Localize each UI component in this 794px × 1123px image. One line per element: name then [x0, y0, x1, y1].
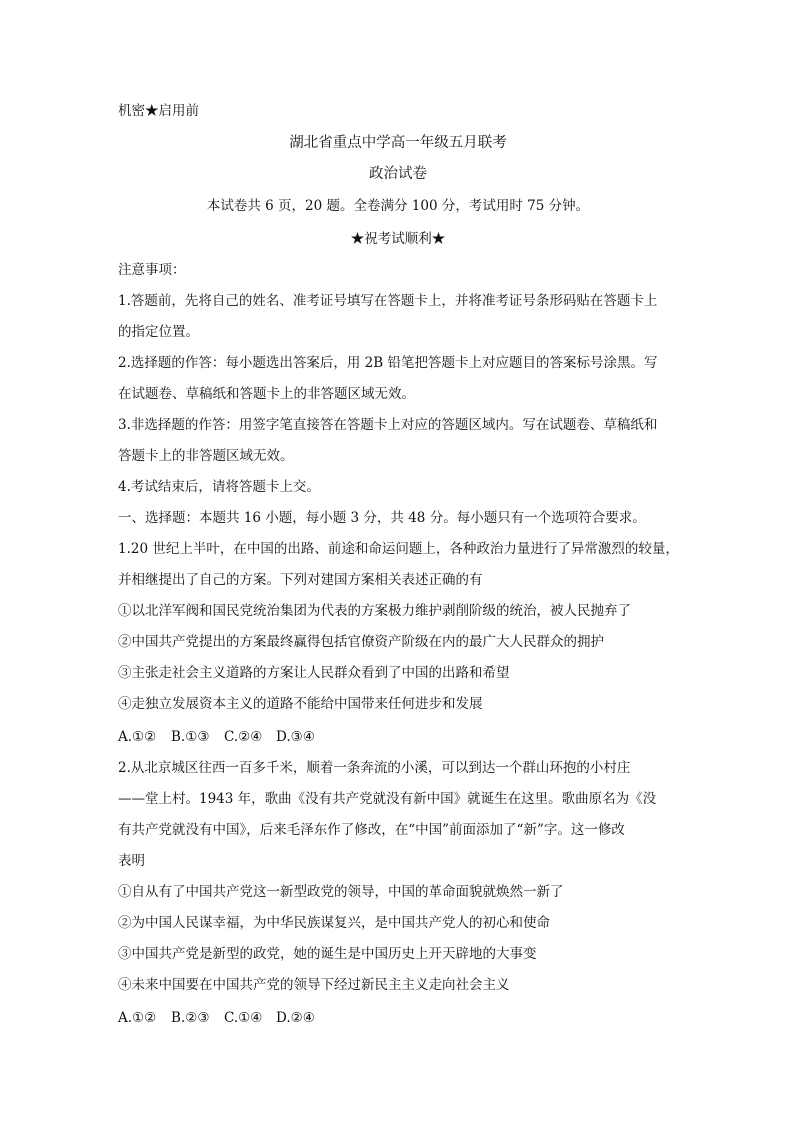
question-1-stem: 1.20 世纪上半叶，在中国的出路、前途和命运问题上，各种政治力量进行了异常激烈的较量， — [118, 541, 679, 557]
option-d: D.③④ — [276, 729, 315, 745]
question-2-statement-3: ③中国共产党是新型的政党，她的诞生是中国历史上开天辟地的大事变 — [118, 946, 537, 962]
question-1-stem-cont: 并相继提出了自己的方案。下列对建国方案相关表述正确的有 — [118, 572, 483, 588]
question-2-stem: 2.从北京城区往西一百多千米，顺着一条奔流的小溪，可以到达一个群山环抱的小村庄 — [118, 760, 631, 776]
confidential-label: 机密★启用前 — [118, 103, 199, 119]
option-a: A.①② — [118, 1010, 157, 1026]
notice-item-2-cont: 在试题卷、草稿纸和答题卡上的非答题区域无效。 — [118, 386, 415, 402]
option-b: B.②③ — [171, 1010, 210, 1026]
question-2-stem-cont-3: 表明 — [118, 853, 145, 869]
question-1-statement-3: ③主张走社会主义道路的方案让人民群众看到了中国的出路和希望 — [118, 665, 510, 681]
question-2-stem-cont-1: ——堂上村。1943 年，歌曲《没有共产党就没有新中国》就诞生在这里。歌曲原名为《没 — [118, 791, 657, 807]
option-c: C.①④ — [224, 1010, 263, 1026]
option-d: D.②④ — [276, 1010, 315, 1026]
notice-item-2: 2.选择题的作答：每小题选出答案后，用 2B 铅笔把答题卡上对应题目的答案标号涂黑。写 — [118, 355, 658, 371]
notice-item-4: 4.考试结束后，请将答题卡上交。 — [118, 479, 320, 495]
question-2-statement-2: ②为中国人民谋幸福，为中华民族谋复兴，是中国共产党人的初心和使命 — [118, 915, 550, 931]
option-b: B.①③ — [171, 729, 210, 745]
section-heading: 一、选择题：本题共 16 小题，每小题 3 分，共 48 分。每小题只有一个选项符合要求。 — [118, 510, 646, 526]
question-2-statement-1: ①自从有了中国共产党这一新型政党的领导，中国的革命面貌就焕然一新了 — [118, 884, 564, 900]
good-luck-line: ★祝考试顺利★ — [350, 231, 446, 247]
question-2-options — [118, 1008, 678, 1028]
option-c: C.②④ — [224, 729, 263, 745]
question-1-statement-4: ④走独立发展资本主义的道路不能给中国带来任何进步和发展 — [118, 696, 483, 712]
notice-item-1-cont: 的指定位置。 — [118, 324, 199, 340]
notice-item-3: 3.非选择题的作答：用签字笔直接答在答题卡上对应的答题区域内。写在试题卷、草稿纸和 — [118, 417, 658, 433]
question-2-stem-cont-2: 有共产党就没有中国》，后来毛泽东作了修改，在“中国”前面添加了“新”字。这一修改 — [118, 822, 625, 838]
question-1-statement-1: ①以北洋军阀和国民党统治集团为代表的方案极力维护剥削阶级的统治，被人民抛弃了 — [118, 603, 631, 619]
question-2-statement-4: ④未来中国要在中国共产党的领导下经过新民主主义走向社会主义 — [118, 977, 510, 993]
subject-title: 政治试卷 — [369, 166, 427, 182]
option-a: A.①② — [118, 729, 157, 745]
exam-info: 本试卷共 6 页，20 题。全卷满分 100 分，考试用时 75 分钟。 — [206, 198, 590, 214]
notice-heading: 注意事项： — [118, 262, 186, 278]
question-1-statement-2: ②中国共产党提出的方案最终赢得包括官僚资产阶级在内的最广大人民群众的拥护 — [118, 634, 604, 650]
question-1-options — [118, 727, 678, 747]
notice-item-3-cont: 答题卡上的非答题区域无效。 — [118, 448, 294, 464]
exam-title: 湖北省重点中学高一年级五月联考 — [289, 135, 507, 151]
notice-item-1: 1.答题前，先将自己的姓名、准考证号填写在答题卡上，并将准考证号条形码贴在答题卡上 — [118, 293, 658, 309]
